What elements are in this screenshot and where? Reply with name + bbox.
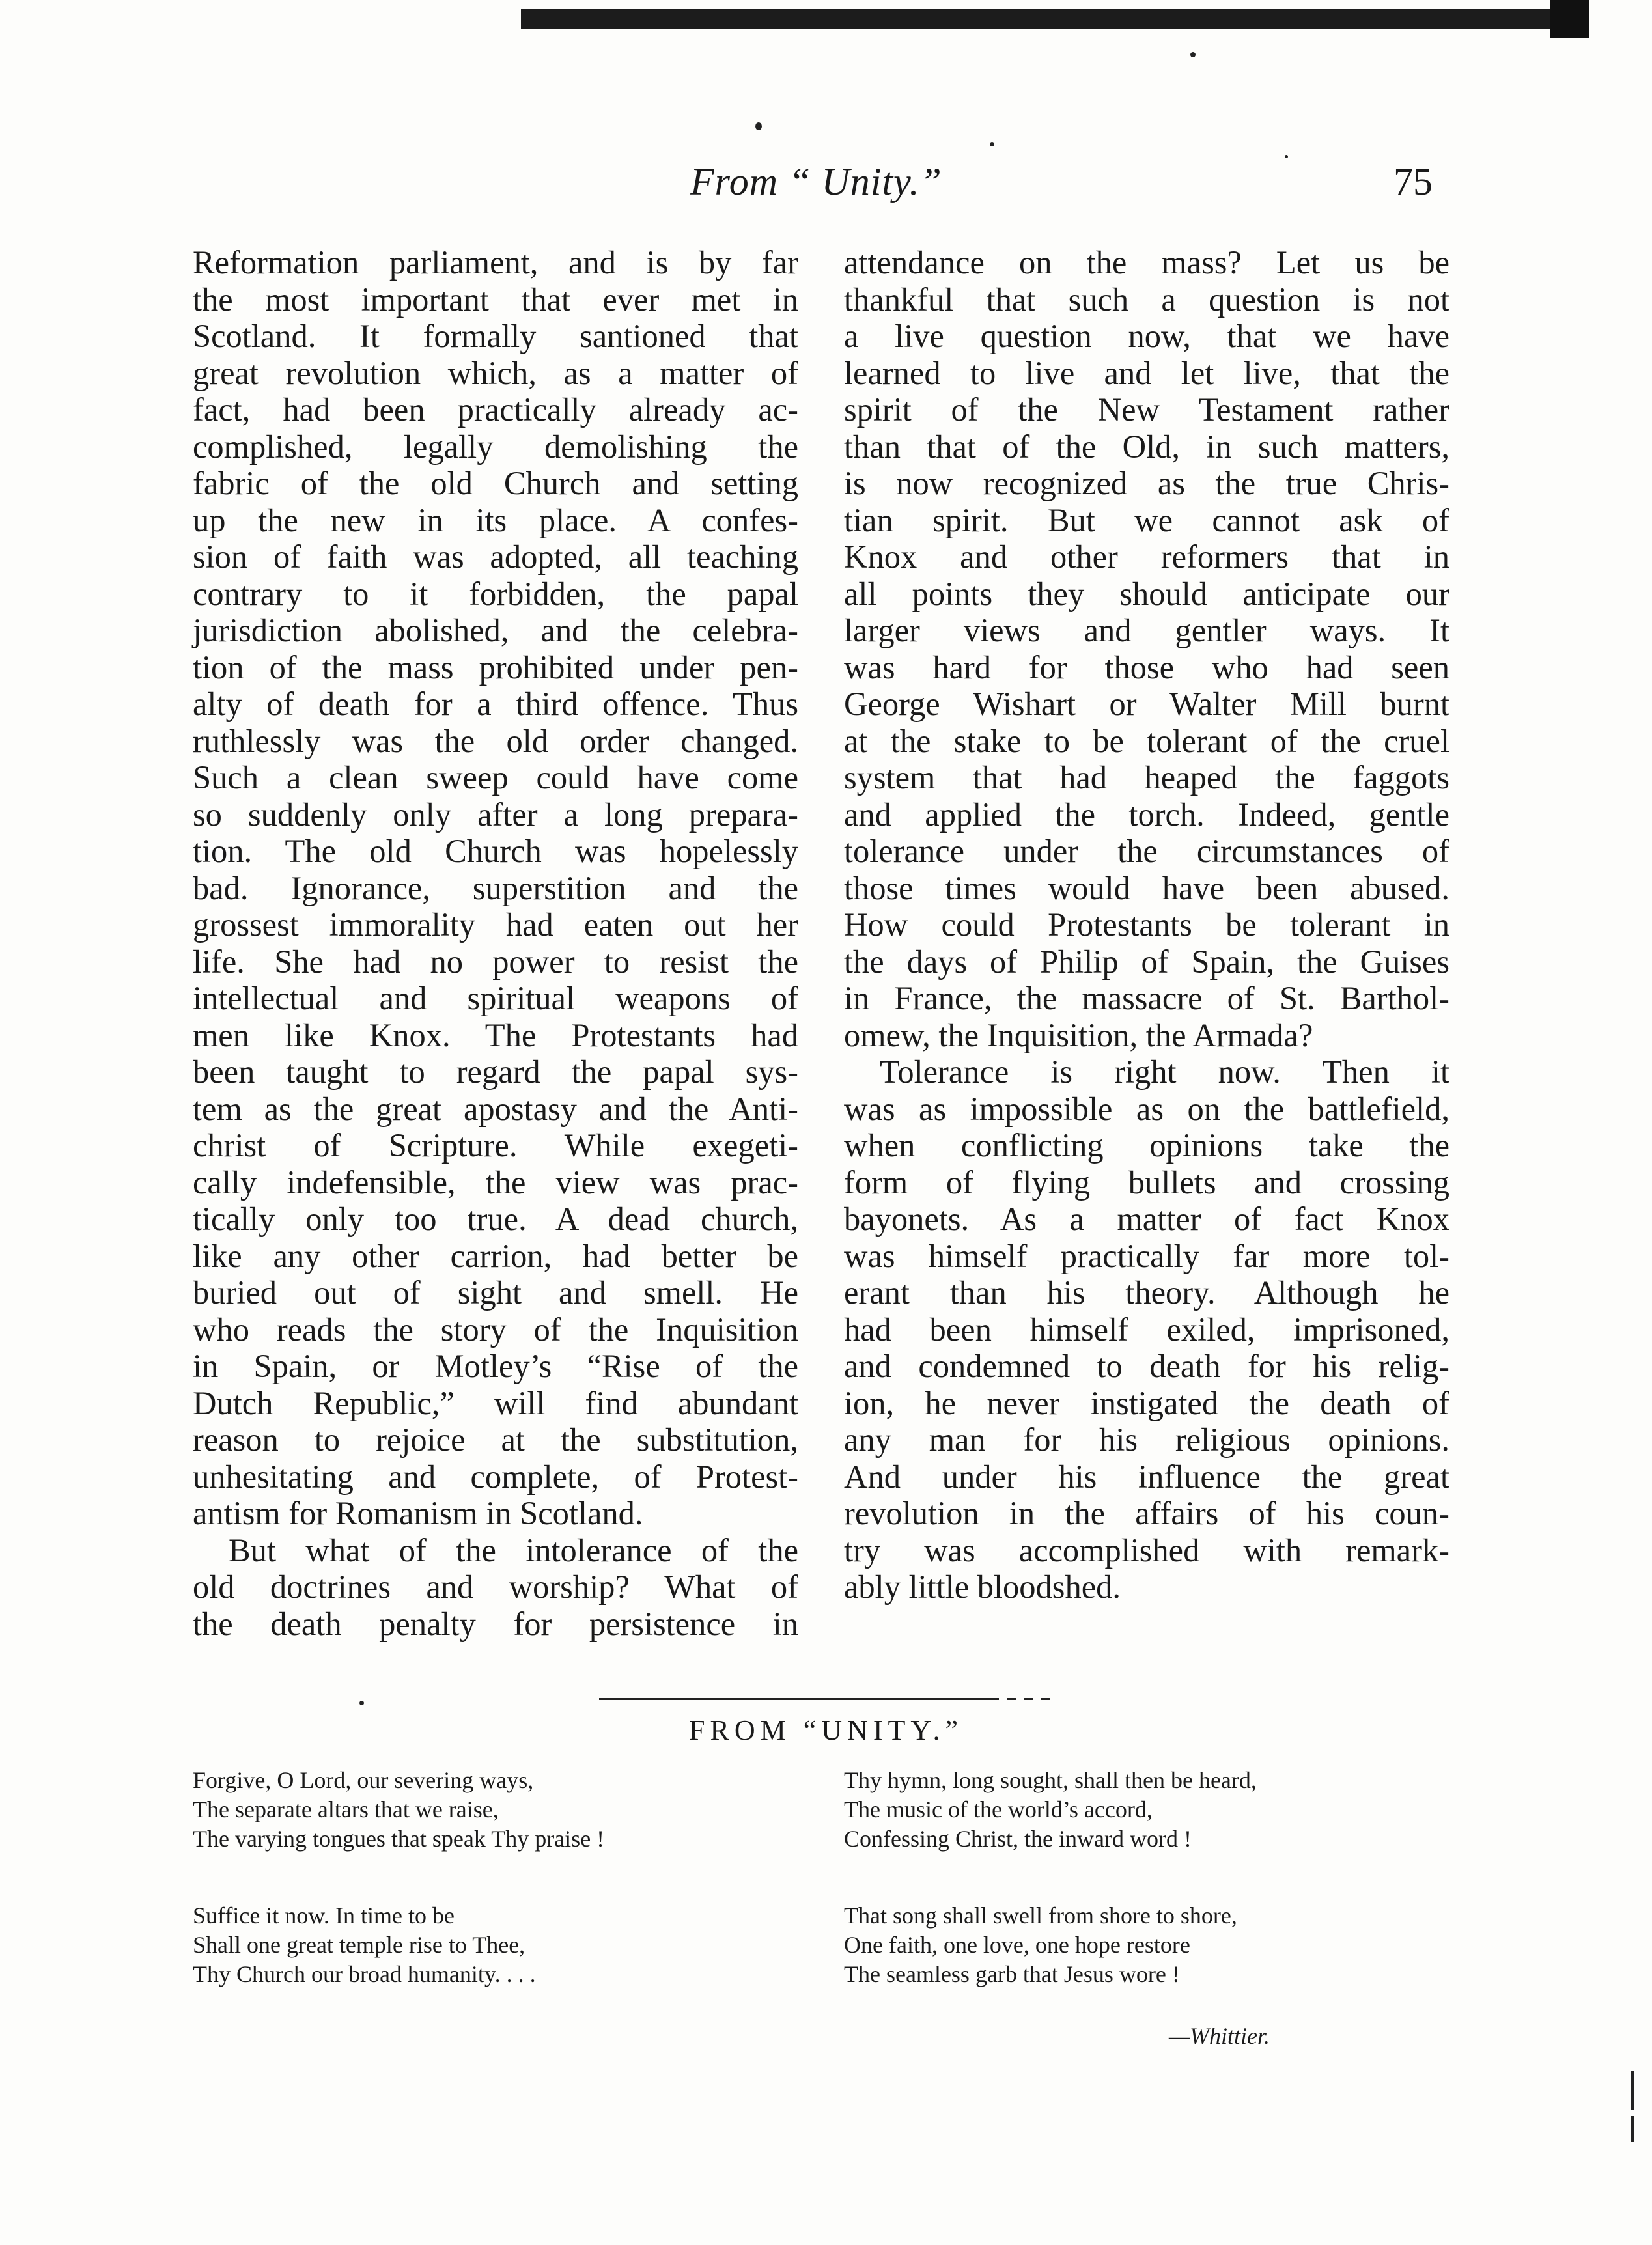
text-line: like any other carrion, had better be [193, 1237, 798, 1274]
text-line: Tolerance is right now. Then it [880, 1053, 1449, 1090]
text-line: than that of the Old, in such matters, [844, 428, 1449, 465]
poem-line: One faith, one love, one hope restore [844, 1932, 1190, 1958]
text-line: revolution in the affairs of his coun- [844, 1495, 1449, 1531]
scan-edge-mark [1631, 2116, 1634, 2142]
text-line: tolerance under the circumstances of [844, 833, 1449, 869]
text-line: try was accomplished with remark- [844, 1531, 1449, 1569]
text-line: ably little bloodshed. [844, 1569, 1121, 1605]
poem-line: Forgive, O Lord, our severing ways, [193, 1767, 534, 1793]
text-line: when conflicting opinions take the [844, 1127, 1449, 1164]
page-number: 75 [1393, 160, 1433, 203]
text-line: Scotland. It formally santioned that [193, 318, 798, 354]
text-line: who reads the story of the Inquisition [193, 1311, 798, 1348]
text-line: ruthlessly was the old order changed. [193, 722, 798, 759]
text-line: ion, he never instigated the death of [844, 1384, 1449, 1421]
poem-attribution: —Whittier. [1169, 2023, 1270, 2049]
text-line: the death penalty for persistence in [193, 1605, 798, 1642]
text-line: tion of the mass prohibited under pen- [193, 648, 798, 686]
poem-line: The music of the world’s accord, [844, 1796, 1153, 1822]
text-line: antism for Romanism in Scotland. [193, 1495, 643, 1531]
text-line: men like Knox. The Protestants had [193, 1016, 798, 1053]
text-line: the most important that ever met in [193, 281, 798, 318]
text-line: tion. The old Church was hopelessly [193, 833, 798, 869]
scan-edge-mark [1631, 2071, 1634, 2110]
poem-line: Shall one great temple rise to Thee, [193, 1932, 525, 1958]
poem-line: The varying tongues that speak Thy praise ! [193, 1826, 605, 1852]
text-line: tically only too true. A dead church, [193, 1201, 798, 1237]
left-text-column [193, 244, 798, 1642]
text-line: fabric of the old Church and setting [193, 465, 798, 501]
text-line: up the new in its place. A confes- [193, 501, 798, 538]
text-line: contrary to it forbidden, the papal [193, 575, 798, 612]
text-line: cally indefensible, the view was prac- [193, 1164, 798, 1201]
text-line: fact, had been practically already ac- [193, 391, 798, 428]
poem-stanza-3 [193, 1901, 536, 1989]
text-line: bad. Ignorance, superstition and the [193, 869, 798, 906]
text-line: bayonets. As a matter of fact Knox [844, 1201, 1449, 1237]
print-speck [359, 1701, 364, 1705]
text-line: those times would have been abused. [844, 869, 1449, 906]
text-line: complished, legally demolishing the [193, 428, 798, 465]
text-line: was himself practically far more tol- [844, 1237, 1449, 1274]
text-line: at the stake to be tolerant of the cruel [844, 722, 1449, 759]
section-divider [599, 1698, 990, 1700]
text-line: christ of Scripture. While exegeti- [193, 1127, 798, 1164]
text-line: and condemned to death for his relig- [844, 1348, 1449, 1384]
text-line: and applied the torch. Indeed, gentle [844, 796, 1449, 833]
text-line: system that had heaped the faggots [844, 759, 1449, 796]
text-line: old doctrines and worship? What of [193, 1569, 798, 1605]
text-line: sion of faith was adopted, all teaching [193, 538, 798, 575]
print-speck [1285, 155, 1288, 158]
print-speck [755, 122, 762, 130]
text-line: George Wishart or Walter Mill burnt [844, 686, 1449, 722]
text-line: been taught to regard the papal sys- [193, 1053, 798, 1090]
text-line: spirit of the New Testament rather [844, 391, 1449, 428]
text-line: was hard for those who had seen [844, 648, 1449, 686]
text-line: had been himself exiled, imprisoned, [844, 1311, 1449, 1348]
text-line: Knox and other reformers that in [844, 538, 1449, 575]
text-line: form of flying bullets and crossing [844, 1164, 1449, 1201]
poem-line: Thy hymn, long sought, shall then be heard, [844, 1767, 1257, 1793]
section-divider-dashes [990, 1698, 1055, 1700]
text-line: larger views and gentler ways. It [844, 612, 1449, 648]
poem-line: The seamless garb that Jesus wore ! [844, 1961, 1180, 1987]
poem-stanza-1 [193, 1766, 604, 1854]
poem-line: Thy Church our broad humanity. . . . [193, 1961, 536, 1987]
text-line: learned to live and let live, that the [844, 354, 1449, 391]
text-line: reason to rejoice at the substitution, [193, 1421, 798, 1458]
poem-stanza-4 [844, 1901, 1237, 1989]
text-line: great revolution which, as a matter of [193, 354, 798, 391]
text-line: grossest immorality had eaten out her [193, 906, 798, 943]
text-line: Reformation parliament, and is by far [193, 244, 798, 281]
text-line: jurisdiction abolished, and the celebra- [193, 612, 798, 648]
poem-line: Suffice it now. In time to be [193, 1903, 455, 1929]
text-line: in Spain, or Motley’s “Rise of the [193, 1348, 798, 1384]
text-line: intellectual and spiritual weapons of [193, 980, 798, 1016]
text-line: erant than his theory. Although he [844, 1274, 1449, 1311]
top-scan-rule-cap [1550, 0, 1589, 38]
text-line: attendance on the mass? Let us be [844, 244, 1449, 281]
text-line: alty of death for a third offence. Thus [193, 686, 798, 722]
text-line: Dutch Republic,” will find abundant [193, 1384, 798, 1421]
text-line: so suddenly only after a long prepara- [193, 796, 798, 833]
text-line: was as impossible as on the battlefield, [844, 1090, 1449, 1127]
print-speck [1190, 52, 1196, 57]
poem-stanza-2 [844, 1766, 1257, 1854]
poem-line: The separate altars that we raise, [193, 1796, 499, 1822]
text-line: buried out of sight and smell. He [193, 1274, 798, 1311]
text-line: But what of the intolerance of the [229, 1531, 798, 1569]
text-line: omew, the Inquisition, the Armada? [844, 1016, 1313, 1053]
running-head: From “ Unity.” [690, 160, 942, 203]
text-line: tem as the great apostasy and the Anti- [193, 1090, 798, 1127]
text-line: life. She had no power to resist the [193, 943, 798, 980]
poem-line: That song shall swell from shore to shore, [844, 1903, 1237, 1929]
text-line: How could Protestants be tolerant in [844, 906, 1449, 943]
text-line: any man for his religious opinions. [844, 1421, 1449, 1458]
text-line: Such a clean sweep could have come [193, 759, 798, 796]
text-line: a live question now, that we have [844, 318, 1449, 354]
text-line: all points they should anticipate our [844, 575, 1449, 612]
print-speck [990, 142, 994, 146]
text-line: And under his influence the great [844, 1458, 1449, 1495]
poem-line: Confessing Christ, the inward word ! [844, 1826, 1192, 1852]
top-scan-rule [521, 0, 1582, 33]
text-line: thankful that such a question is not [844, 281, 1449, 318]
text-line: tian spirit. But we cannot ask of [844, 501, 1449, 538]
poem-title: FROM “UNITY.” [689, 1714, 963, 1746]
right-text-column [844, 244, 1449, 1606]
text-line: unhesitating and complete, of Protest- [193, 1458, 798, 1495]
text-line: is now recognized as the true Chris- [844, 465, 1449, 501]
text-line: in France, the massacre of St. Barthol- [844, 980, 1449, 1016]
text-line: the days of Philip of Spain, the Guises [844, 943, 1449, 980]
